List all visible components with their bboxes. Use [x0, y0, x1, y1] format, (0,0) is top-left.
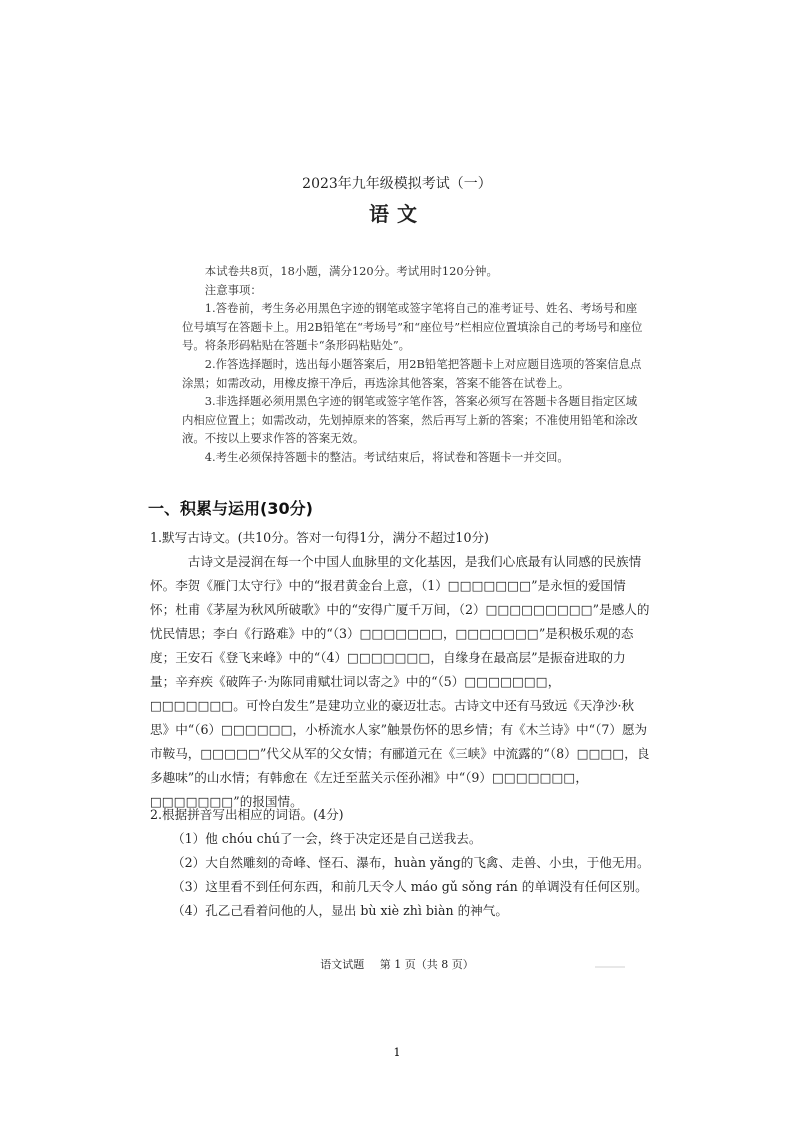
question-2-item-3: （3）这里看不到任何东西，和前几天令人 máo gǔ sǒng rán 的单调没有任何区别。	[172, 879, 648, 894]
question-1-prompt: 1.默写古诗文。(共10分。答对一句得1分，满分不超过10分)	[150, 530, 489, 545]
question-1-body: 古诗文是浸润在每一个中国人血脉里的文化基因，是我们心底最有认同感的民族情怀。李贺《雁门太守行》中的“报君黄金台上意，（1）□□□□□□□”是永恒的爱国情怀；杜甫《茅屋为秋风所破歌》中的“安得广厦千万间，（2）□□□□□□□□□”是感人的忧民情思；李白《行路难》中的“（3）□□□□□□□，□□□□□□□”是积极乐观的态度；王安石《登飞来峰》中的“（4）□□□□□□□，自缘身在最高层”是振奋进取的力量；辛弃疾《破阵子·为陈同甫赋壮词以寄之》中的“（5）□□□□□□□，□□□□□□□。可怜白发生”是建功立业的豪迈壮志。古诗文中还有马致远《天净沙·秋思》中“（6）□□□□□□，小桥流水人家”触景伤怀的思乡情；有《木兰诗》中“（7）愿为市鞍马，□□□□□”代父从军的父女情；有郦道元在《三峡》中流露的“（8）□□□□，良多趣味”的山水情；有韩愈在《左迁至蓝关示侄孙湘》中“（9）□□□□□□□，□□□□□□□”的报国情。	[150, 554, 650, 809]
question-2-item-2: （2）大自然雕刻的奇峰、怪石、瀑布，huàn yǎng的飞禽、走兽、小虫，于他无用。	[172, 855, 650, 870]
page-footer	[0, 956, 794, 972]
question-2	[150, 803, 650, 923]
question-2-item-1: （1）他 chóu chú了一会，终于决定还是自己送我去。	[172, 831, 482, 846]
notice-item-3: 3.非选择题必须用黑色字迹的钢笔或签字笔作答，答案必须写在答题卡各题目指定区域内相应位置上；如需改动，先划掉原来的答案，然后再写上新的答案；不准使用铅笔和涂改液。不按以上要求作答的答案无效。	[182, 394, 638, 446]
question-2-prompt: 2.根据拼音写出相应的词语。(4分)	[150, 807, 344, 822]
scan-artifact	[595, 966, 625, 968]
footer-label: 语文试题	[320, 958, 365, 971]
notice-intro: 本试卷共8页，18小题，满分120分。考试用时120分钟。	[204, 264, 498, 278]
notice-item-1: 1.答卷前，考生务必用黑色字迹的钢笔或签字笔将自己的准考证号、姓名、考场号和座位号填写在答题卡上。用2B铅笔在“考场号”和“座位号”栏相应位置填涂自己的考场号和座位号。将条形码粘贴在答题卡“条形码粘贴处”。	[182, 301, 643, 353]
notice-heading: 注意事项：	[204, 282, 262, 297]
section-heading: 一、积累与运用(30分)	[148, 499, 313, 518]
subject-title: 语文	[369, 202, 425, 226]
question-2-item-4: （4）孔乙己看着问他的人，显出 bù xiè zhì biàn 的神气。	[172, 903, 508, 918]
page-number: 1	[393, 1046, 401, 1059]
exam-notice	[182, 262, 644, 467]
question-1	[150, 526, 650, 814]
footer-page-info: 第 1 页（共 8 页）	[379, 958, 474, 971]
notice-item-2: 2.作答选择题时，选出每小题答案后，用2B铅笔把答题卡上对应题目选项的答案信息点涂黑；如需改动，用橡皮擦干净后，再选涂其他答案，答案不能答在试卷上。	[182, 356, 642, 390]
exam-title: 2023年九年级模拟考试（一）	[302, 176, 492, 192]
notice-item-4: 4.考生必须保持答题卡的整洁。考试结束后，将试卷和答题卡一并交回。	[204, 449, 569, 464]
